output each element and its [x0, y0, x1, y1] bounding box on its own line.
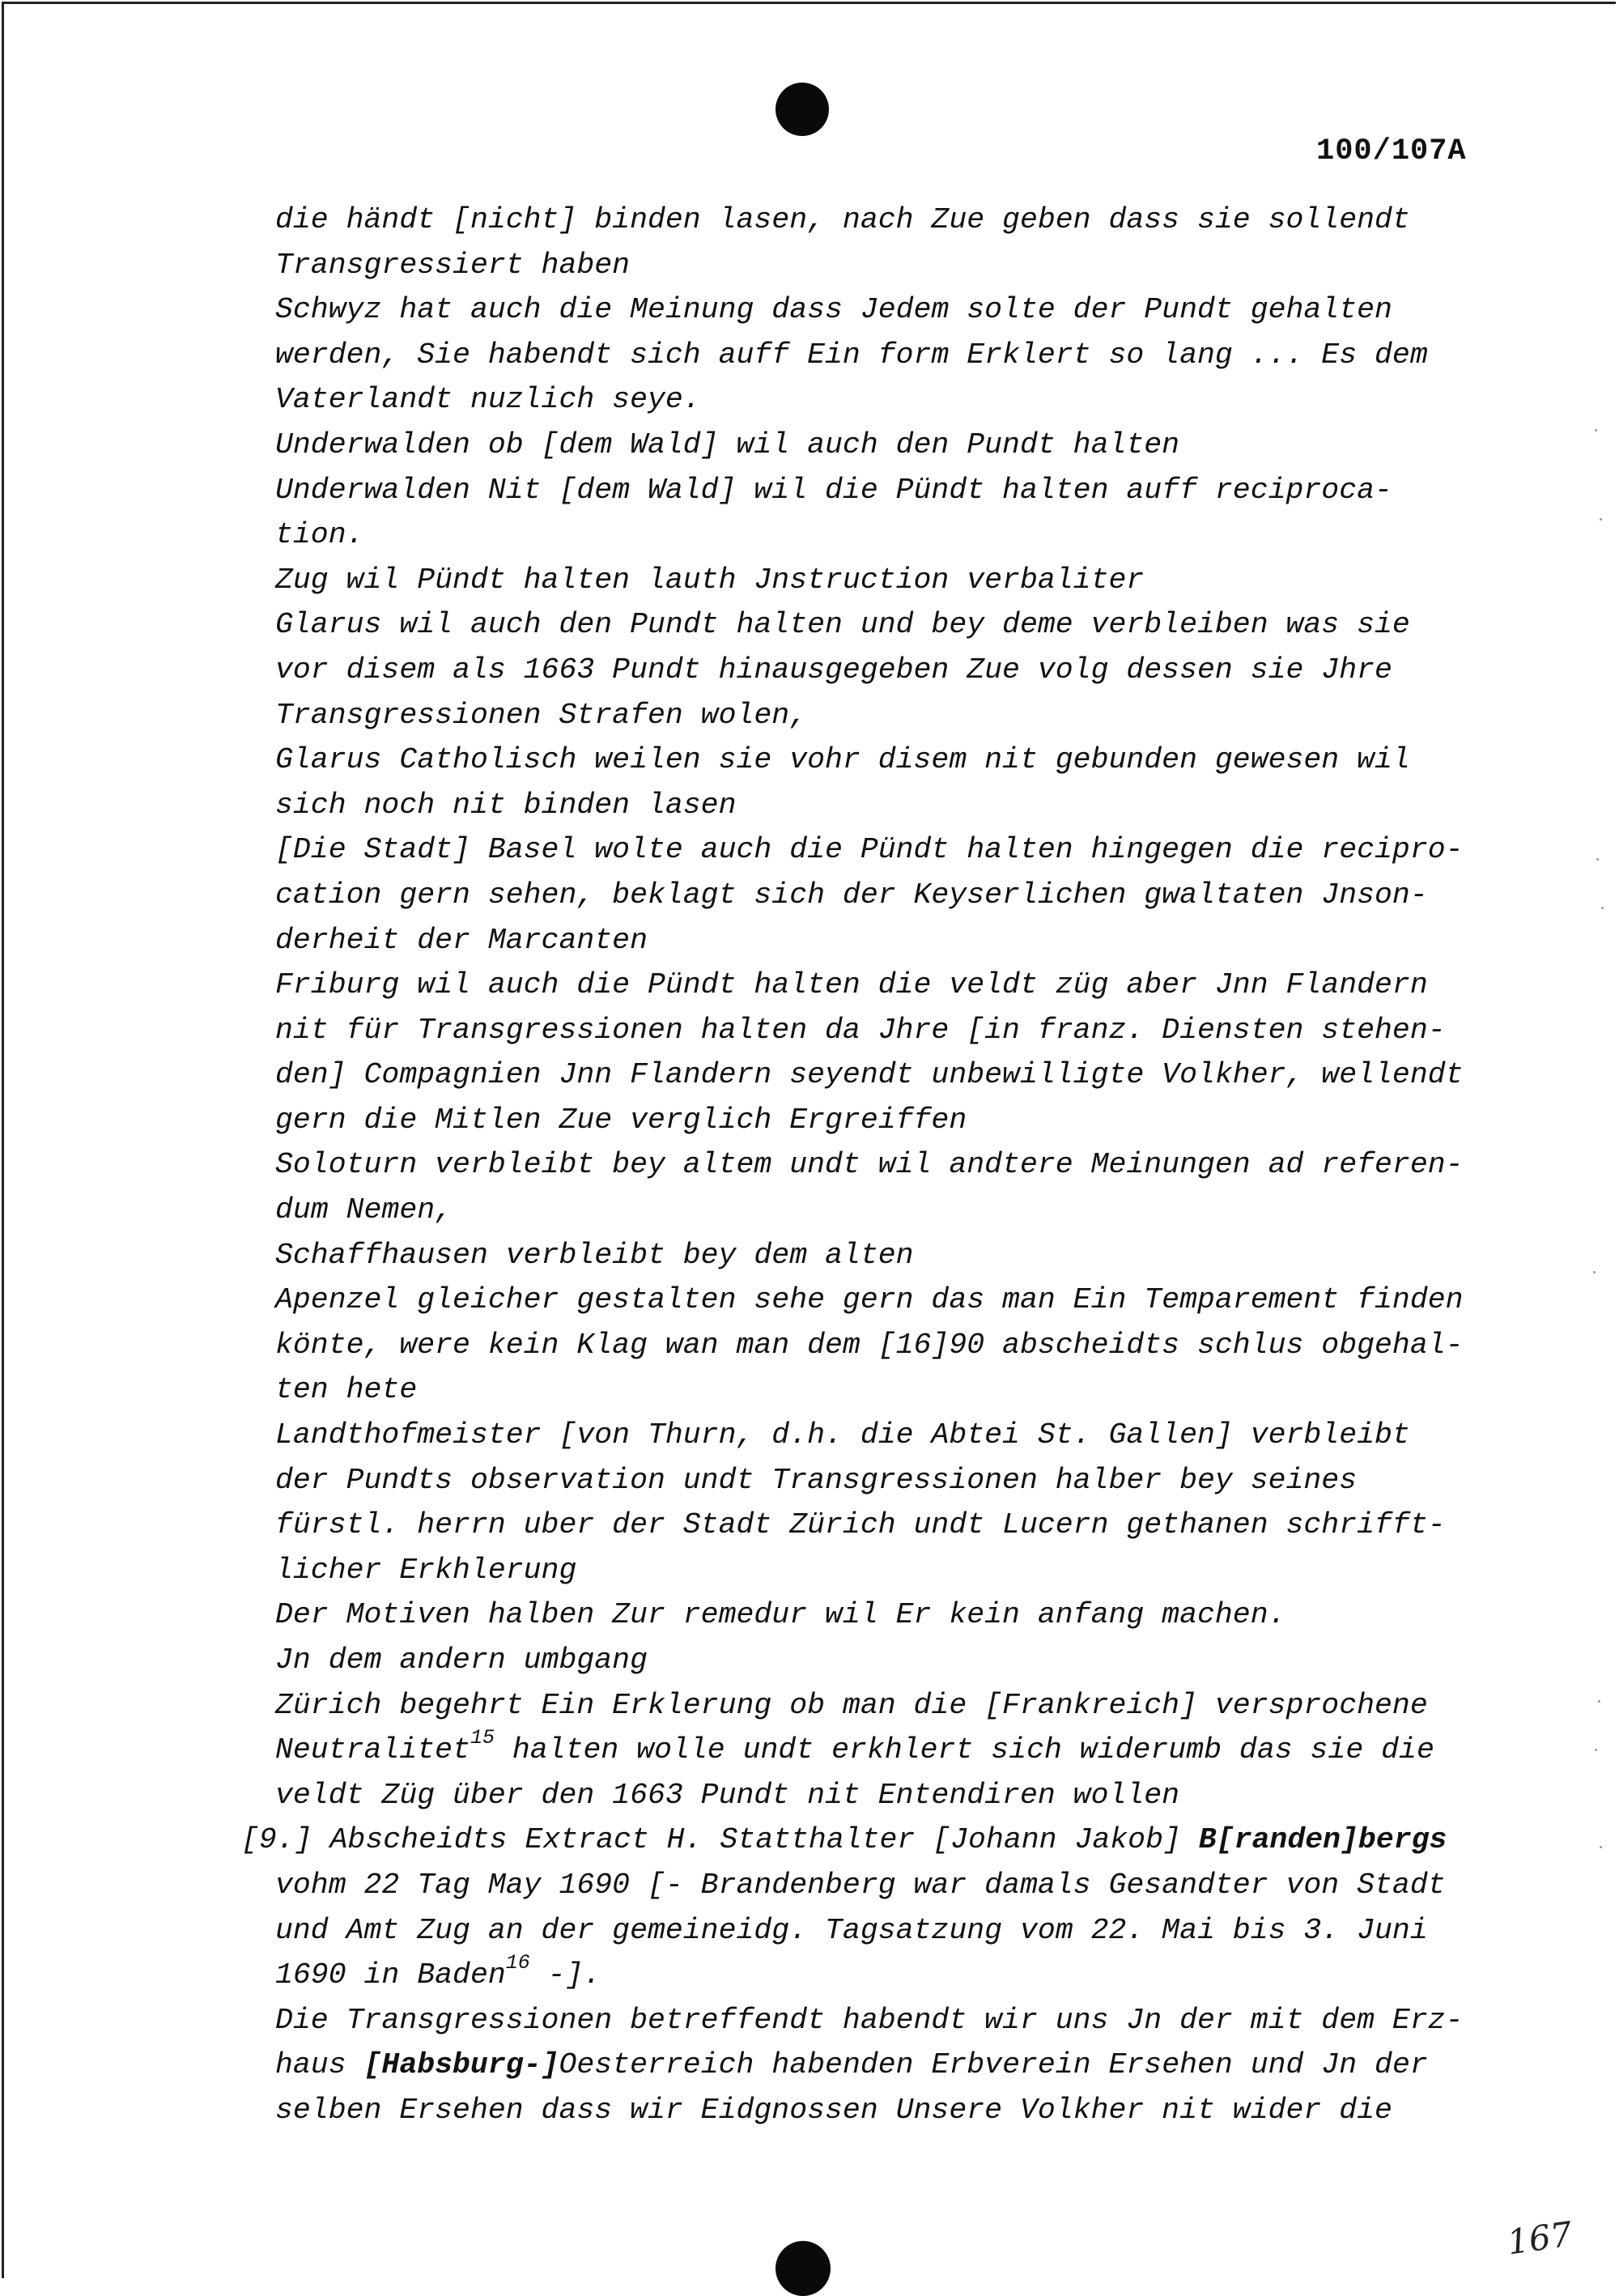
line-text: vohm 22 Tag May 1690 [- Brandenberg war damals Gesandter von Stadt — [275, 1868, 1446, 1902]
text-line — [275, 918, 1473, 963]
text-line — [275, 1458, 1473, 1503]
line-text: Schaffhausen verbleibt bey dem alten — [275, 1238, 914, 1272]
text-line — [275, 468, 1473, 513]
line-text: -]. — [529, 1958, 601, 1992]
line-text: Apenzel gleicher gestalten sehe gern das man Ein Temparement finden — [275, 1283, 1464, 1317]
line-text: cation gern sehen, beklagt sich der Keyserlichen gwaltaten Jnson- — [275, 878, 1428, 912]
footnote-marker: 15 — [470, 1726, 495, 1750]
line-text: die händt [nicht] binden lasen, nach Zue geben dass sie sollendt — [275, 203, 1410, 236]
text-line — [275, 1008, 1473, 1053]
text-line — [275, 1188, 1473, 1233]
line-text: haus — [275, 2048, 364, 2082]
line-text: Vaterlandt nuzlich seye. — [275, 383, 701, 417]
line-text: 1690 in Baden — [275, 1958, 506, 1992]
line-text: [Die Stadt] Basel wolte auch die Pündt halten hingegen die recipro- — [275, 833, 1464, 867]
line-text: werden, Sie habendt sich auff Ein form Erklert so lang ... Es dem — [275, 338, 1428, 372]
line-text: Zug wil Pündt halten lauth Jnstruction verbaliter — [275, 563, 1145, 597]
line-text: [9.] Abscheidts Extract H. Statthalter [Johann Jakob] — [241, 1823, 1199, 1857]
text-line — [275, 1052, 1473, 1098]
text-line — [275, 2043, 1473, 2088]
line-text: dum Nemen, — [275, 1193, 453, 1227]
text-line — [275, 333, 1473, 378]
text-line — [275, 243, 1473, 288]
text-line — [275, 1953, 1473, 1998]
text-line — [275, 1592, 1473, 1638]
text-line — [275, 558, 1473, 603]
line-text: Oesterreich habenden Erbverein Ersehen und Jn der — [559, 2048, 1428, 2082]
text-line — [241, 1818, 1473, 1863]
line-text: Transgressionen Strafen wolen, — [275, 698, 808, 732]
line-text: und Amt Zug an der gemeineidg. Tagsatzung vom 22. Mai bis 3. Juni — [275, 1913, 1428, 1947]
text-line — [275, 648, 1473, 693]
text-line — [275, 693, 1473, 738]
line-text: Zürich begehrt Ein Erklerung ob man die [Frankreich] versprochene — [275, 1688, 1428, 1722]
line-text: vor disem als 1663 Pundt hinausgegeben Zue volg dessen sie Jhre — [275, 653, 1392, 687]
line-text: veldt Züg über den 1663 Pundt nit Entendiren wollen — [275, 1778, 1180, 1812]
line-text: könte, were kein Klag wan man dem [16]90 abscheidts schlus obgehal- — [275, 1328, 1464, 1362]
text-line — [275, 1323, 1473, 1368]
line-text: Die Transgressionen betreffendt habendt wir uns Jn der mit dem Erz- — [275, 2003, 1464, 2037]
punch-hole-top — [776, 83, 829, 136]
document-body — [241, 198, 1473, 2133]
line-text: Landthofmeister [von Thurn, d.h. die Abtei St. Gallen] verbleibt — [275, 1418, 1410, 1452]
text-line — [275, 1998, 1473, 2043]
text-line — [275, 1548, 1473, 1593]
line-text: fürstl. herrn uber der Stadt Zürich undt Lucern gethanen schrifft- — [275, 1508, 1446, 1542]
text-line — [275, 1098, 1473, 1143]
line-text: gern die Mitlen Zue verglich Ergreiffen — [275, 1103, 967, 1137]
line-text: Glarus Catholisch weilen sie vohr disem nit gebunden gewesen wil — [275, 743, 1410, 777]
line-text: Friburg wil auch die Pündt halten die veldt züg aber Jnn Flandern — [275, 968, 1428, 1002]
line-text: Jn dem andern umbgang — [275, 1643, 648, 1677]
text-line — [275, 1278, 1473, 1323]
text-line — [275, 783, 1473, 828]
line-text: halten wolle undt erkhlert sich widerumb das sie die — [494, 1733, 1434, 1767]
line-text: Der Motiven halben Zur remedur wil Er kein anfang machen. — [275, 1598, 1286, 1632]
text-line — [275, 1367, 1473, 1413]
line-text: selben Ersehen dass wir Eidgnossen Unsere Volkher nit wider die — [275, 2093, 1392, 2127]
text-line — [275, 198, 1473, 243]
text-line — [275, 1863, 1473, 1908]
line-text: tion. — [275, 518, 364, 552]
scan-specks — [1591, 421, 1608, 1959]
text-line — [275, 1728, 1473, 1773]
text-line — [275, 963, 1473, 1008]
text-line — [275, 1638, 1473, 1683]
bold-text: [Habsburg-] — [363, 2048, 559, 2082]
line-text: ten hete — [275, 1373, 418, 1407]
text-line — [275, 2088, 1473, 2133]
line-text: Glarus wil auch den Pundt halten und bey deme verbleiben was sie — [275, 608, 1410, 642]
line-text: Underwalden ob [dem Wald] wil auch den Pundt halten — [275, 427, 1180, 461]
text-line — [275, 1142, 1473, 1188]
line-text: Schwyz hat auch die Meinung dass Jedem solte der Pundt gehalten — [275, 293, 1392, 327]
text-line — [275, 1503, 1473, 1548]
text-line — [275, 1773, 1473, 1818]
line-text: nit für Transgressionen halten da Jhre [in franz. Diensten stehen- — [275, 1013, 1446, 1047]
page-number: 100/107A — [1316, 134, 1467, 168]
text-line — [275, 512, 1473, 558]
text-line — [275, 1233, 1473, 1278]
text-line — [275, 423, 1473, 468]
line-text: Underwalden Nit [dem Wald] wil die Pündt halten auff reciproca- — [275, 473, 1392, 507]
text-line — [275, 827, 1473, 873]
line-text: Soloturn verbleibt bey altem undt wil andtere Meinungen ad referen- — [275, 1148, 1464, 1182]
text-line — [275, 602, 1473, 648]
line-text: sich noch nit binden lasen — [275, 788, 737, 822]
text-line — [275, 1683, 1473, 1728]
line-text: Transgressiert haben — [275, 248, 631, 282]
text-line — [275, 873, 1473, 918]
line-text: licher Erkhlerung — [275, 1553, 577, 1587]
text-line — [275, 1908, 1473, 1954]
text-line — [275, 738, 1473, 783]
line-text: Neutralitet — [275, 1733, 470, 1767]
bold-text: B[randen]bergs — [1198, 1823, 1447, 1857]
text-line — [275, 377, 1473, 423]
line-text: der Pundts observation undt Transgressionen halber bey seines — [275, 1463, 1358, 1497]
text-line — [275, 1413, 1473, 1458]
text-line — [275, 287, 1473, 333]
handwritten-folio-number: 167 — [1504, 2213, 1575, 2263]
line-text: derheit der Marcanten — [275, 923, 648, 957]
line-text: den] Compagnien Jnn Flandern seyendt unbewilligte Volkher, wellendt — [275, 1058, 1464, 1092]
footnote-marker: 16 — [505, 1951, 530, 1975]
punch-hole-bottom — [776, 2241, 831, 2296]
